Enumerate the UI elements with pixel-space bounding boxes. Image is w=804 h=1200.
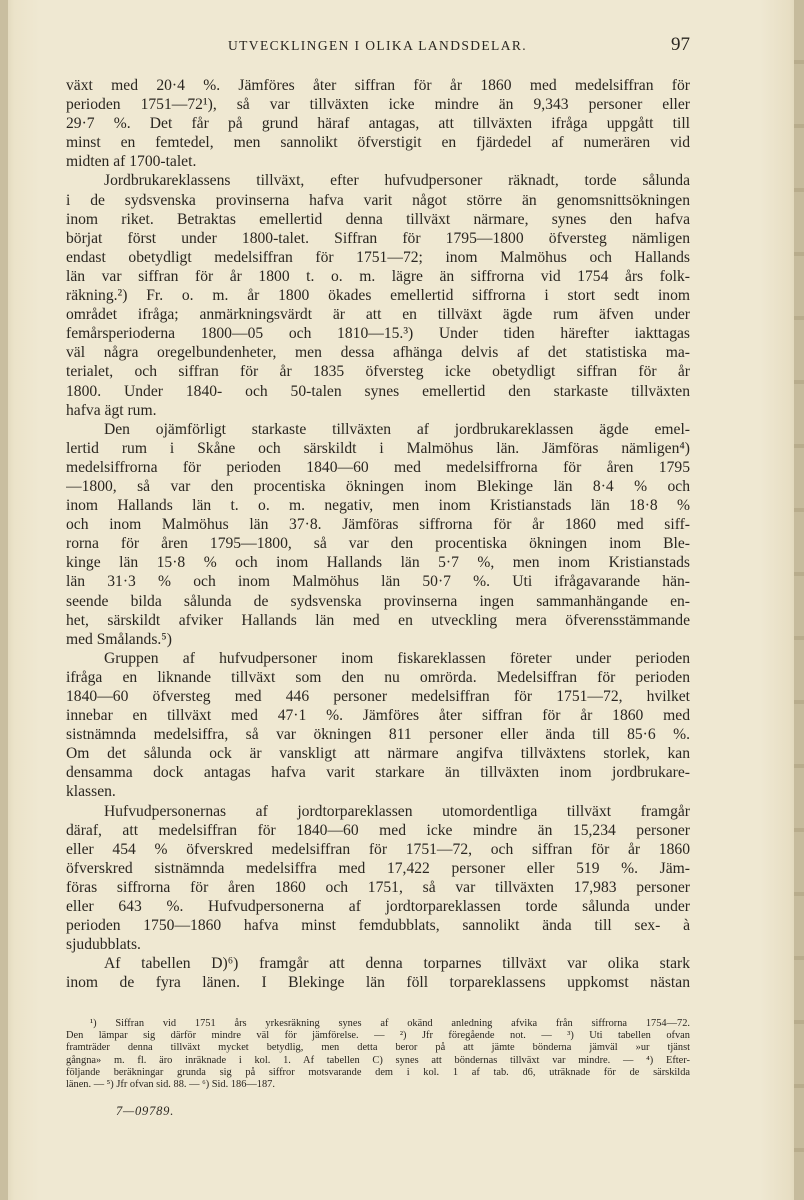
footnote-line: gångna» m. fl. äro inräknade i kol. 1. Af tabellen C) synes att böndernas tillväxt var mindre. — ⁴) Efter-	[66, 1054, 690, 1066]
text-line: 1800. Under 1840- och 50-talen synes emellertid den starkaste tillväxten	[66, 382, 690, 400]
text-line: inom de fyra länen. I Blekinge län föll torpareklassens uppkomst nästan	[66, 974, 690, 992]
text-line: 29·7 %. Det får på grund häraf antagas, att tillväxten ifråga uppgått till	[66, 115, 690, 133]
text-line: het, särskildt afviker Hallands län med en utveckling mera öfverensstämmande	[66, 611, 690, 629]
text-line: midten af 1700-talet.	[66, 153, 197, 171]
text-line: däraf, att medelsiffran för 1840—60 med icke mindre än 15,234 personer	[66, 821, 690, 839]
text-line: perioden 1751—72¹), så var tillväxten icke mindre än 9,343 personer eller	[66, 96, 690, 114]
text-line: Gruppen af hufvudpersoner inom fiskareklassen företer under perioden	[104, 649, 690, 667]
footnotes	[66, 1018, 690, 1091]
text-line: perioden 1750—1860 hafva minst femdubblats, sannolikt ända till sex- à	[66, 917, 690, 935]
text-line: lertid rum i Skåne och särskildt i Malmöhus län. Jämföras nämligen⁴)	[66, 439, 690, 457]
printer-signature: 7—09789.	[116, 1104, 175, 1118]
page-header	[66, 34, 690, 60]
text-line: 1840—60 öfversteg med 446 personer medelsiffran för 1751—72, hvilket	[66, 688, 690, 705]
text-line: Om det sålunda ock är vanskligt att närmare angifva tillväxtens storlek, kan	[66, 745, 690, 763]
text-line: hafva ägt rum.	[66, 401, 157, 419]
text-line: seende bilda sålunda de sydsvenska provinserna ingen sammanhängande en-	[66, 592, 690, 610]
text-line: femårsperioderna 1800—05 och 1810—15.³) Under tiden härefter iakttagas	[66, 325, 690, 343]
text-line: föras siffrorna för åren 1860 och 1751, så var tillväxten 17,983 personer	[66, 878, 690, 896]
text-line: väl några oregelbundenheter, men dessa afhänga delvis af det statistiska ma-	[66, 344, 690, 362]
text-line: —1800, så var den procentiska ökningen inom Blekinge län 8·4 % och	[66, 477, 690, 495]
page-gutter	[0, 0, 8, 1200]
text-line: kinge län 15·8 % och inom Hallands län 5·7 %, men inom Kristianstads	[66, 554, 690, 572]
text-line: växt med 20·4 %. Jämföres åter siffran för år 1860 med medelsiffran för	[66, 77, 690, 94]
text-line: sistnämnda medelsiffra, så var ökningen 811 personer eller ända till 85·6 %.	[66, 726, 690, 744]
text-line: inom Hallands län t. o. m. negativ, men inom Kristianstads län 18·8 %	[66, 497, 690, 515]
text-line: Af tabellen D)⁶) framgår att denna torparnes tillväxt var olika stark	[104, 955, 690, 973]
text-line: området ifråga; anmärkningsvärdt är att en tillväxt ägde rum äfven under	[66, 306, 690, 324]
text-line: medelsiffrorna för perioden 1840—60 med medelsiffrorna för åren 1795	[66, 458, 690, 476]
text-line: med Smålands.⁵)	[66, 630, 172, 648]
text-line: län var siffran för år 1800 t. o. m. lägre än siffrorna vid 1754 års folk-	[66, 267, 690, 285]
text-line: Jordbrukareklassens tillväxt, efter hufvudpersoner räknadt, torde sålunda	[104, 172, 690, 190]
text-line: Hufvudpersonernas af jordtorpareklassen utomordentliga tillväxt framgår	[104, 802, 690, 820]
text-line: och inom Malmöhus län 37·8. Jämföras siffrorna för år 1860 med siff-	[66, 516, 690, 534]
footnote-line: Den lämpar sig därför mindre väl för jämförelse. — ²) Jfr föregående not. — ³) Uti tabellen ofvan	[66, 1030, 690, 1042]
text-line: innebar en tillväxt med 47·1 %. Jämföres åter siffran för år 1860 med	[66, 707, 690, 725]
text-line: inom riket. Betraktas emellertid denna tillväxt närmare, synes den hafva	[66, 210, 690, 228]
text-line: ifråga en liknande tillväxt som den nu omrörda. Medelsiffran för perioden	[66, 668, 690, 686]
page-number: 97	[671, 34, 690, 55]
text-line: räkning.²) Fr. o. m. år 1800 ökades emellertid siffrorna i stort sedt inom	[66, 287, 690, 305]
footnote-line: följande beräkningar grunda sig på siffror motsvarande dem i kol. 1 af tab. d6, uträknade för de särskilda	[66, 1066, 690, 1078]
text-line: terialet, och siffran för år 1835 öfversteg icke obetydligt siffran för år	[66, 363, 690, 381]
footnote-line: ¹) Siffran vid 1751 års yrkesräkning synes af okänd anledning afvika från siffrorna 1754—72.	[90, 1018, 690, 1029]
text-line: börjat först under 1800-talet. Siffran för 1795—1800 öfversteg nämligen	[66, 229, 690, 247]
text-line: i de sydsvenska provinserna hafva varit något större än genomsnittsökningen	[66, 191, 690, 209]
text-line: endast obetydligt medelsiffran för 1751—72; inom Malmöhus och Hallands	[66, 248, 690, 266]
text-line: eller 454 % öfverskred medelsiffran för 1751—72, och siffran för år 1860	[66, 840, 690, 858]
footnote-line: länen. — ⁵) Jfr ofvan sid. 88. — ⁶) Sid. 186—187.	[66, 1078, 275, 1090]
running-head: UTVECKLINGEN I OLIKA LANDSDELAR.	[228, 38, 528, 53]
text-line: sjudubblats.	[66, 936, 141, 954]
text-line: densamma dock antagas hafva varit starkare än tillväxten inom jordbrukare-	[66, 764, 690, 782]
text-line: eller 643 %. Hufvudpersonerna af jordtorpareklassen torde sålunda under	[66, 898, 690, 916]
text-line: län 31·3 % och inom Malmöhus län 50·7 %. Uti ifrågavarande hän-	[66, 573, 690, 591]
page-fore-edge	[794, 0, 804, 1200]
body-text	[66, 76, 690, 993]
footnote-line: framträder denna tillväxt mycket betydlig, men detta beror på att jämte bönderna jämväl »ur tjänst	[66, 1042, 690, 1054]
text-line: rorna för åren 1795—1800, så var den procentiska ökningen inom Ble-	[66, 535, 690, 553]
text-line: klassen.	[66, 783, 116, 801]
text-line: öfverskred sistnämnda medelsiffra med 17,422 personer eller 519 %. Jäm-	[66, 859, 690, 877]
text-line: Den ojämförligt starkaste tillväxten af jordbrukareklassen ägde emel-	[104, 420, 690, 438]
text-line: minst en femtedel, men sannolikt öfverstigit en fjärdedel af numerären vid	[66, 134, 690, 152]
